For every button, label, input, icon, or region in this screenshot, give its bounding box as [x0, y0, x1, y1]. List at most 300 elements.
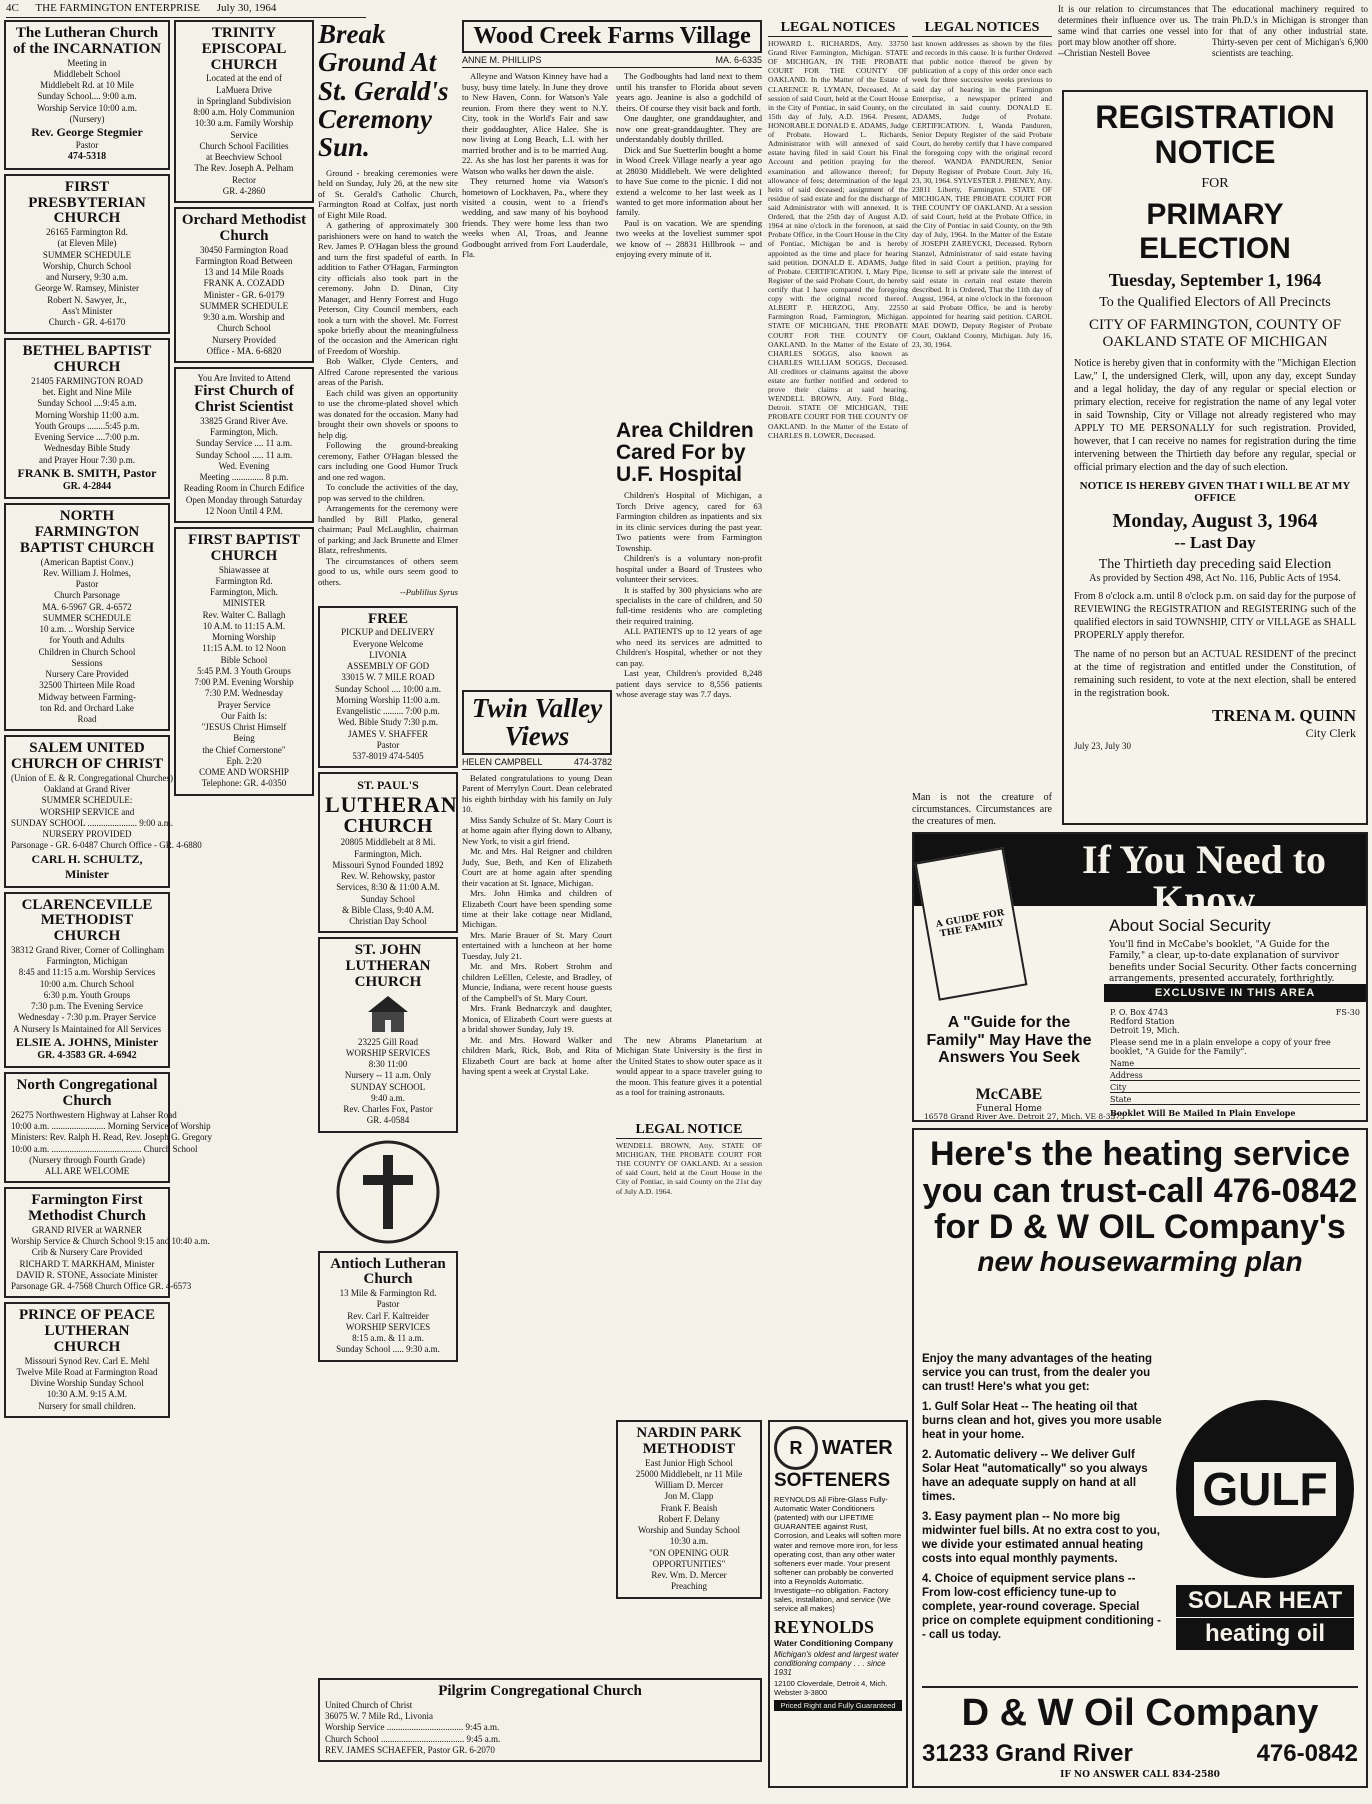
article-paragraph: Dick and Sue Suetterlin bought a home in Wood Creek Village nearly a year ago at 28030 Middlebelt. We were delighted to have Sue come to the picnic. I did not extend a welcome to her last week as I wanted to get more information about her family.: [616, 144, 762, 218]
church-line: Missouri Synod Rev. Carl E. Mehl: [24, 1355, 150, 1366]
church-line: Middlebelt School: [53, 68, 121, 79]
pilgrim-section: [318, 1678, 762, 1788]
church-line: 8:45 and 11:15 a.m. Worship Services: [18, 967, 156, 978]
church-line: Wednesday Bible Study: [43, 443, 131, 454]
church-line: (at Eleven Mile): [57, 238, 117, 249]
heating-headline3: for D & W OIL Company's: [934, 1208, 1346, 1247]
church-line: the Chief Cornerstone": [202, 744, 286, 755]
church-line: and Nursery, 9:30 a.m.: [46, 272, 128, 282]
heating-contact: [922, 1740, 1358, 1768]
article-paragraph: Last year, Children's provided 8,248 patient days service to 8,556 patients whose average stay was 7.7 days.: [616, 668, 762, 700]
reg-hours: From 8 o'clock a.m. until 8 o'clock p.m. on said day for the purpose of REVIEWING the REGISTRATION and REGISTERING such of the qualified electors in said TOWNSHIP, CITY or VILLAGE as SHALL PROPERLY apply therefor.: [1074, 591, 1356, 642]
reg-name-note: The name of no person but an ACTUAL RESIDENT of the precinct at the time of registration and entitled under the Constitution, of remaining such resident, to vote at the next election, shall be entered in the registration book.: [1074, 649, 1356, 700]
church-title: First Church of Christ Scientist: [194, 383, 294, 415]
church-line: Evening Service ....7:00 p.m.: [34, 432, 140, 442]
church-line: Morning Worship 11:00 a.m.: [34, 409, 140, 420]
church-line: SUMMER SCHEDULE: [42, 612, 132, 623]
church-line: Sunday School ..... 11 a.m.: [195, 449, 293, 460]
reg-clerk: TRENA M. QUINN: [1211, 706, 1356, 726]
gulf-text: GULF: [1194, 1462, 1335, 1516]
antioch-title: Antioch Lutheran Church: [330, 1255, 446, 1288]
quote-attribution: --Publilius Syrus: [399, 587, 458, 598]
church-line: in Springland Subdivision: [196, 95, 291, 106]
article-paragraph: The Godboughts had land next to them until his transfer to Florida about seven years ago. Jeanine is also a godchild of theirs. Of course they visit back and forth.: [616, 71, 762, 113]
form-field-address: [1110, 1071, 1360, 1081]
church-listing: [174, 367, 314, 523]
abrams-text: The new Abrams Planetarium at Michigan State University is the first in the United States to show outer space as it would appear to a space traveler going to the moon. This feature gives it a potential as a tool for training astronauts.: [616, 1035, 762, 1098]
water-brand: REYNOLDS: [774, 1617, 875, 1638]
church-line: 38312 Grand River, Corner of Collingham: [11, 944, 165, 955]
church-line: SUNDAY SCHOOL ...................... 9:00 a.m.: [11, 817, 174, 828]
page-number: 4C: [6, 2, 19, 14]
church-line: Shiawassee at: [218, 564, 270, 575]
twinvalley-phone: 474-3782: [573, 756, 612, 767]
heating-noanswer: IF NO ANSWER CALL 834-2580: [1060, 1770, 1220, 1780]
church-line: Service: [230, 129, 258, 140]
detail-line: Nursery -- 11 a.m. Only: [344, 1070, 432, 1081]
abrams-section: [616, 1035, 762, 1115]
woodcreek-byline: [462, 53, 762, 68]
detail-line: Sunday School: [360, 893, 416, 904]
church-line: Ministers: Rev. Ralph H. Read, Rev. Joseph G. Gregory: [11, 1132, 213, 1143]
church-line: RICHARD T. MARKHAM, Minister: [19, 1258, 155, 1269]
church-line: Church Parsonage: [54, 590, 120, 601]
reg-thirtieth: The Thirtieth day preceding said Election: [1098, 557, 1332, 573]
detail-line: & Bible Class, 9:40 A.M.: [342, 904, 434, 915]
stpauls-title2: LUTHERAN: [325, 792, 458, 818]
church-line: Nursery Care Provided: [45, 669, 129, 679]
twinvalley-body: [462, 773, 612, 1077]
article-paragraph: Mrs. John Himka and children of Elizabeth Court have been spending some time at their lake cottage near Midland, Michigan.: [462, 888, 612, 930]
detail-line: ASSEMBLY OF GOD: [346, 661, 430, 672]
water-body: REYNOLDS All Fibre-Glass Fully-Automatic Water Conditioners (patented) with our LIFETIME GUARANTEE against Rust, Corrosion, and Leaks will soften more water and remove more iron, for less operating cost, than any other water softeners ever made. Your present softener can probably be converted into a Reynolds Automatic. Investigate--no obligation. Factory sales, installation, and service (We service all makes): [774, 1495, 902, 1614]
church-line: Open Monday through Saturday: [185, 494, 303, 505]
church-line: 26165 Farmington Rd.: [46, 227, 128, 237]
church-listing: [4, 174, 170, 335]
detail-line: 36075 W. 7 Mile Rd., Livonia: [325, 1711, 433, 1721]
church-line: LaMuera Drive: [216, 84, 272, 95]
detail-line: PICKUP and DELIVERY: [341, 627, 435, 638]
church-line: 11:15 A.M. to 12 Noon: [202, 643, 286, 654]
church-line: Church School Facilities: [199, 140, 289, 151]
reg-dates: July 23, July 30: [1074, 741, 1132, 752]
detail-line: 33015 W. 7 MILE ROAD: [341, 672, 435, 683]
stjohn-ad: [318, 937, 458, 1132]
reg-lastday: -- Last Day: [1174, 533, 1256, 553]
church-line: Wed. Evening: [218, 460, 270, 471]
article-paragraph: Bob Walker, Clyde Centers, and Alfred Carone represented the various areas of the Parish.: [318, 356, 458, 388]
church-pastor: Rev. George Stegmier: [31, 125, 143, 139]
heating-intro: Enjoy the many advantages of the heating service you can trust, from the dealer you can trust! Here's what you get:: [922, 1353, 1153, 1394]
church-line: Parsonage - GR. 6-0487 Church Office - GR. 4-6880: [11, 840, 202, 851]
church-line: Worship Service & Church School 9:15 and 10:40 a.m.: [11, 1236, 210, 1246]
article-paragraph: Mr. and Mrs. Hal Reigner and children Judy, Sue, Beth, and Ken of Elizabeth Court are at home again after spending their vacation at St. Ignace, Michigan.: [462, 846, 612, 888]
article-paragraph: Children's is a voluntary non-profit hospital under a Board of Trustees who volunteer their services.: [616, 553, 762, 585]
church-line: WORSHIP SERVICE and: [39, 806, 135, 817]
article-paragraph: One daughter, one granddaughter, and now one great-granddaughter. They are understandably doubly thrilled.: [616, 113, 762, 145]
church-pre: You Are Invited to Attend: [197, 373, 291, 383]
antioch-ad: [318, 1251, 458, 1362]
detail-line: OPPORTUNITIES": [652, 1558, 726, 1569]
form-field-label: Address: [1110, 1071, 1143, 1080]
social-exclusive: EXCLUSIVE IN THIS AREA: [1104, 984, 1366, 1002]
church-details: [11, 1356, 163, 1412]
church-line: Meeting .............. 8 p.m.: [199, 472, 289, 482]
church-line: Worship Service 10:00 a.m.: [36, 102, 137, 113]
form-field-state: [1110, 1095, 1360, 1105]
water-foot: Priced Right and Fully Guaranteed: [774, 1700, 902, 1711]
church-line: Midway between Farming-: [38, 691, 136, 702]
church-line: GR. 4-2860: [222, 185, 266, 196]
gulf-oil: heating oil: [1176, 1618, 1354, 1650]
area-children-section: [616, 420, 762, 1030]
church-line: 30450 Farmington Road: [200, 244, 288, 255]
church-directory-col2: [174, 20, 314, 1020]
area-children-headline: Area Children Cared For by U.F. Hospital: [616, 419, 754, 487]
free-pickup-ad: [318, 606, 458, 769]
detail-line: 20805 Middlebelt at 8 Mi.: [340, 837, 436, 848]
social-desc: You'll find in McCabe's booklet, "A Guide for the Family," a clear, up-to-date explanation of survivor benefits under Social Security. Other facts concerning arrangements, presented accurately, forthrightly.: [1109, 940, 1357, 984]
woodcreek-section: [462, 20, 762, 450]
church-line: (Nursery): [69, 113, 105, 124]
church-line: DAVID R. STONE, Associate Minister: [16, 1269, 158, 1280]
church-phone: GR. 4-3583 GR. 4-6942: [37, 1049, 137, 1061]
article-paragraph: The circumstances of others seem good to us, while ours seem good to others.: [318, 555, 458, 587]
area-children-body: [616, 490, 762, 700]
twinvalley-author: HELEN CAMPBELL: [462, 756, 543, 767]
article-paragraph: Each child was given an opportunity to use the chrome-plated shovel which was donated for the occasion. Many had brought their own shovels or spoons to help dig.: [318, 387, 458, 440]
church-line: Being: [233, 733, 255, 744]
legal-notice-small: [616, 1122, 762, 1412]
church-pastor: ELSIE A. JOHNS, Minister: [15, 1034, 159, 1049]
church-line: Twelve Mile Road at Farmington Road: [16, 1366, 158, 1377]
water-tag: Michigan's oldest and largest water conditioning company . . . since 1931: [774, 1650, 899, 1678]
church-line: Reading Room in Church Edifice: [183, 483, 305, 494]
detail-line: P. O. Box 4743: [1110, 1008, 1169, 1017]
educational-text: The educational machinery required to train Ph.D.'s in Michigan is stronger than for that of any other industrial state. Thirty-seven per cent of Michigan's 6,900 scientists are teaching.: [1212, 4, 1368, 58]
church-line: Sunday School.... 9:00 a.m.: [37, 91, 137, 102]
reg-provided: As provided by Section 498, Act No. 116, Public Acts of 1954.: [1089, 573, 1341, 585]
stgerald-column: [318, 20, 458, 1800]
church-line: 10:30 A.M. 9:15 A.M.: [46, 1389, 128, 1400]
church-phone: 474-5318: [67, 151, 107, 163]
gulf-logo-icon: [1176, 1400, 1354, 1578]
church-line: 33825 Grand River Ave.: [200, 415, 288, 426]
church-line: Located at the end of: [206, 73, 282, 84]
detail-line: 25000 Middlebelt, nr 11 Mile: [635, 1468, 743, 1479]
water-brand-sub: Water Conditioning Company: [774, 1638, 894, 1649]
church-details: [11, 1224, 210, 1293]
twinvalley-byline: [462, 755, 612, 770]
masthead: [6, 2, 366, 18]
water-title2: SOFTENERS: [774, 1470, 891, 1491]
form-field-name: [1110, 1059, 1360, 1069]
church-line: Eph. 2:20: [226, 755, 262, 766]
church-line: 7:30 p.m. The Evening Service: [31, 1001, 143, 1011]
church-line: Office - MA. 6-6820: [206, 345, 282, 356]
church-line: Our Faith Is:: [221, 710, 267, 721]
church-details: [181, 245, 307, 358]
woodcreek-body: [462, 71, 762, 451]
article-paragraph: A gathering of approximately 300 parishioners were on hand to watch the Rev. James P. O'Hagan bless the ground and turn the first spadeful of earth. In addition to Father O'Hagan, Farmington city officials also took part in the ceremony. John D. Dinan, City Manager, and Henry Forrest and Hugo Peterson, City Council members, each took a turn with the shovel. Mr. Forrest spoke briefly about the meaningfulness of the occasion and the American right of Freedom of Worship.: [318, 220, 458, 356]
church-line: Rev. William J. Holmes,: [43, 567, 131, 578]
detail-line: REV. JAMES SCHAEFER, Pastor GR. 6-2070: [325, 1744, 495, 1755]
article-paragraph: Children's Hospital of Michigan, a Torch Drive agency, cared for 63 Farmington children as inpatients and six in its clinic services during the past year. Two patients were from Farmington Township.: [616, 490, 762, 553]
detail-line: Rev. Charles Fox, Pastor: [343, 1104, 433, 1115]
church-line: Telephone: GR. 4-0350: [201, 778, 287, 789]
social-form-addr: [1110, 1008, 1180, 1035]
detail-line: JAMES V. SHAFFER: [348, 728, 428, 739]
stpauls-title1: ST. PAUL'S: [357, 778, 419, 793]
reg-notice: NOTICE IS HEREBY GIVEN THAT I WILL BE AT MY OFFICE: [1079, 480, 1351, 505]
church-pastor: CARL H. SCHULTZ, Minister: [31, 851, 143, 881]
article-paragraph: It is staffed by 300 physicians who are specialists in the care of children, and 50 full-time residents who are completing their required training.: [616, 584, 762, 626]
detail-line: 23225 Gill Road: [358, 1036, 418, 1047]
water-softener-ad-box: [768, 1420, 908, 1788]
church-line: Parsonage GR. 4-7568 Church Office GR. 4-6573: [11, 1281, 192, 1291]
church-line: Meeting in: [67, 57, 107, 68]
pilgrim-ad: [318, 1678, 762, 1762]
church-line: "JESUS Christ Himself: [201, 722, 287, 732]
detail-line: WORSHIP SERVICES: [345, 1321, 431, 1332]
social-form-code: FS-30: [1335, 1008, 1360, 1017]
church-details: [11, 227, 163, 328]
church-line: 10 a.m. .. Worship Service: [39, 624, 135, 634]
social-security-ad: [912, 832, 1368, 1122]
church-line: Crib & Nursery Care Provided: [31, 1247, 143, 1258]
church-title: FIRST BAPTIST CHURCH: [188, 532, 300, 564]
form-field-label: State: [1110, 1095, 1132, 1104]
church-listing: [4, 338, 170, 499]
detail-line: 8:15 a.m. & 11 a.m.: [352, 1333, 424, 1344]
heating-list: [922, 1352, 1162, 1648]
water-addr: 12100 Cloverdale, Detroit 4, Mich. Webster 3-3800: [774, 1679, 888, 1698]
man-quote: Man is not the creature of circumstances. Circumstances are the creatures of men.: [912, 792, 1052, 828]
twinvalley-section: [462, 690, 612, 1590]
relation-attr: --Christian Nestell Bovee: [1058, 47, 1150, 58]
social-form-foot: Booklet Will Be Mailed In Plain Envelope: [1110, 1108, 1296, 1118]
church-line: bet. Eight and Nine Mile: [42, 387, 132, 397]
social-form-text: Please send me in a plain envelope a copy of your free booklet, "A Guide for the Family".: [1110, 1038, 1331, 1056]
form-field-city: [1110, 1083, 1360, 1093]
water-title1: WATER: [822, 1436, 893, 1459]
church-line: Worship, Church School: [42, 260, 132, 271]
church-line: 7:00 P.M. Evening Worship: [194, 677, 294, 687]
detail-line: Farmington, Mich.: [354, 848, 422, 859]
church-line: GRAND RIVER at WARNER: [31, 1224, 143, 1235]
church-role: Pastor: [75, 140, 99, 150]
detail-line: Sunday School ..... 9:30 a.m.: [336, 1344, 440, 1355]
church-line: MINISTER: [222, 598, 266, 609]
church-line: 8:00 a.m. Holy Communion: [193, 107, 295, 117]
funeral-home-sub: Funeral Home: [976, 1104, 1042, 1114]
church-illustration-icon: [358, 994, 418, 1034]
church-listing: [4, 1302, 170, 1418]
heating-phone: 476-0842: [1256, 1740, 1358, 1767]
church-line: COME AND WORSHIP: [199, 767, 289, 777]
detail-line: 9:40 a.m.: [371, 1092, 405, 1103]
church-line: Church School: [217, 323, 271, 334]
stpauls-title3: CHURCH: [343, 815, 433, 838]
church-line: Road: [77, 714, 97, 724]
reg-to: To the Qualified Electors of All Precincts: [1099, 295, 1331, 311]
article-paragraph: Belated congratulations to young Dean Parent of Merrylyn Court. Dean celebrated his eighth birthday with his family on July 10.: [462, 772, 612, 815]
detail-line: "ON OPENING OUR: [649, 1547, 729, 1558]
heating-item: 2. Automatic delivery -- We deliver Gulf Solar Heat "automatically" so you always have an adequate supply on hand at all times.: [922, 1449, 1148, 1504]
church-line: 9:30 a.m. Worship and: [203, 312, 285, 322]
church-listing: [4, 503, 170, 731]
article-paragraph: Mrs. Marie Brauer of St. Mary Court entertained with a luncheon at her home Tuesday, July 21.: [462, 929, 612, 961]
church-line: MA. 6-5967 GR. 4-6572: [42, 601, 132, 612]
reg-date: Tuesday, September 1, 1964: [1108, 270, 1322, 291]
church-details: [11, 58, 163, 126]
church-title: Farmington First Methodist Church: [28, 1192, 146, 1224]
detail-line: Rev. W. Rehowsky, pastor: [340, 871, 436, 882]
church-line: (Union of E. & R. Congregational Churches): [11, 772, 173, 783]
church-listing: [4, 735, 202, 887]
church-line: Farmington Rd.: [215, 575, 273, 586]
church-details: [11, 945, 163, 1035]
church-line: Robert N. Sawyer, Jr.,: [47, 294, 127, 305]
detail-line: Robert F. Delany: [658, 1513, 720, 1524]
church-details: [11, 557, 163, 726]
detail-line: Christian Day School: [349, 916, 427, 927]
church-line: 10:00 a.m. ........................ Morning Service of Worship: [11, 1121, 211, 1131]
detail-line: 537-8019 474-5405: [352, 751, 424, 762]
church-line: 13 and 14 Mile Roads: [204, 267, 284, 277]
detail-line: Church School ..................................... 9:45 a.m.: [325, 1733, 501, 1744]
detail-line: Morning Worship 11:00 a.m.: [335, 694, 441, 705]
church-line: SUMMER SCHEDULE:: [41, 795, 133, 806]
church-line: Divine Worship Sunday School: [30, 1378, 144, 1388]
church-line: SUMMER SCHEDULE: [199, 300, 289, 311]
article-paragraph: Alleyne and Watson Kinney have had a busy, busy time lately. In June they drove to New Haven, Conn. for Watson's Yale reunion. From there they went to N.Y. City, took in the World's Fair and saw their goddaughter, Alice Halee. She is now living at Long Beach, L.I. with her married brother and is to be married Aug. 22. As she has lost her parents it was for Watson who walks her down the aisle.: [462, 71, 608, 176]
church-title: NORTH FARMINGTON BAPTIST CHURCH: [19, 508, 155, 556]
article-paragraph: ALL PATIENTS up to 12 years of age who need its services are admitted to Children's Hospital, whether or not they can pay.: [616, 626, 762, 668]
church-title: TRINITY EPISCOPAL CHURCH: [201, 25, 287, 73]
heating-headline2: you can trust-call 476-0842: [922, 1171, 1358, 1210]
detail-line: Frank F. Beaish: [660, 1502, 718, 1513]
church-line: and Prayer Hour 7:30 p.m.: [39, 454, 135, 465]
church-listing: [174, 207, 314, 363]
church-directory-col1: [4, 20, 213, 1800]
church-details: [181, 73, 307, 197]
free-title: FREE: [367, 610, 408, 627]
church-title: FIRST PRESBYTERIAN CHURCH: [28, 178, 146, 227]
church-listing: [4, 1187, 210, 1298]
woodcreek-author: ANNE M. PHILLIPS: [462, 55, 542, 66]
church-listing: [174, 20, 314, 203]
educational-note: [1212, 4, 1368, 84]
church-line: 32500 Thirteen Mile Road: [39, 680, 135, 691]
church-line: Oakland at Grand River: [43, 784, 131, 794]
church-title: The Lutheran Church of the INCARNATION: [12, 25, 162, 57]
detail-line: 10:30 a.m.: [669, 1536, 709, 1547]
church-line: Middlebelt Rd. at 10 Mile: [40, 80, 134, 90]
church-line: Children in Church School: [38, 646, 136, 657]
church-title: BETHEL BAPTIST CHURCH: [22, 343, 152, 375]
heating-item: 1. Gulf Solar Heat -- The heating oil that burns clean and hot, gives you more usable heat in your home.: [922, 1401, 1162, 1442]
detail-line: Redford Station: [1110, 1017, 1175, 1026]
detail-line: SUNDAY SCHOOL: [350, 1081, 426, 1092]
reg-lastday-date: Monday, August 3, 1964: [1112, 510, 1318, 533]
registration-notice: [1062, 90, 1368, 825]
detail-line: United Church of Christ: [325, 1699, 413, 1710]
heating-oil-ad: [912, 1128, 1368, 1788]
reg-title1: REGISTRATION: [1095, 99, 1335, 135]
church-line: Nursery for small children.: [38, 1400, 136, 1411]
church-line: Pastor: [75, 579, 99, 589]
church-line: Farmington Road Between: [195, 255, 293, 266]
form-field-label: City: [1110, 1083, 1127, 1092]
detail-line: LIVONIA: [369, 649, 407, 660]
heating-plan: new housewarming plan: [977, 1246, 1303, 1278]
detail-line: Worship Service .................................. 9:45 a.m.: [325, 1722, 500, 1733]
church-line: at Beechview School: [206, 152, 282, 162]
detail-line: Pastor: [376, 739, 400, 750]
funeral-home-name: McCABE: [975, 1086, 1043, 1103]
heating-company: D & W Oil Company: [922, 1686, 1358, 1735]
legal-notices-heading-b: LEGAL NOTICES: [912, 20, 1052, 37]
issue-date: July 30, 1964: [216, 2, 277, 14]
church-title: Orchard Methodist Church: [181, 212, 307, 244]
legal-notice-heading: LEGAL NOTICE: [616, 1122, 762, 1139]
social-guide: A "Guide for the Family" May Have the Answers You Seek: [926, 1014, 1092, 1067]
church-line: Sunday School ....9:45 a.m.: [37, 398, 137, 409]
church-title: SALEM UNITED CHURCH OF CHRIST: [11, 740, 163, 772]
church-line: Church - GR. 4-6170: [48, 317, 126, 327]
church-details: [11, 772, 202, 852]
social-about: About Social Security: [1109, 916, 1271, 935]
church-line: Farmington, Mich.: [210, 427, 278, 437]
detail-line: Services, 8:30 & 11:00 A.M.: [336, 882, 440, 893]
legal-notice-text: WENDELL BROWN, Atty. STATE OF MICHIGAN, THE PROBATE COURT FOR THE COUNTY OF OAKLAND. At a session of said Court, held at the Court House in the City of Pontiac, in said County on the 21st day of July A.D. 1964.: [616, 1141, 762, 1196]
guide-booklet-icon: A GUIDE FOR THE FAMILY: [915, 847, 1028, 1001]
detail-line: East Junior High School: [645, 1457, 733, 1468]
church-line: ALL ARE WELCOME: [44, 1166, 130, 1176]
church-line: 10 A.M. to 11:15 A.M.: [202, 620, 286, 631]
detail-line: 13 Mile & Farmington Rd.: [339, 1288, 437, 1299]
church-listing: [4, 1072, 213, 1183]
church-line: Ass't Minister: [61, 305, 113, 316]
twinvalley-headline: Twin Valley Views: [462, 690, 612, 755]
heating-headline1: Here's the heating service: [929, 1135, 1351, 1173]
church-line: Minister - GR. 6-0179: [203, 289, 285, 300]
church-line: 6:30 p.m. Youth Groups: [43, 989, 131, 1000]
paper-name: THE FARMINGTON ENTERPRISE: [35, 2, 201, 14]
church-details: [181, 565, 307, 790]
church-line: 21405 FARMINGTON ROAD: [31, 375, 143, 386]
church-phone: GR. 4-2844: [62, 480, 112, 492]
church-title: North Congregational Church: [16, 1077, 158, 1109]
church-line: 26275 Northwestern Highway at Lahser Road: [11, 1109, 177, 1120]
article-paragraph: They returned home via Watson's hometown of Lockhaven, Pa., where they visited a cousin, went to a friend's wedding, and saw many of his boyhood friends. They were home less than two weeks when Al, Troas, and Jeanne Godbought arrived from Fort Lauderdale, Fla.: [462, 176, 608, 260]
woodcreek-phone: MA. 6-6335: [715, 55, 762, 66]
detail-line: Preaching: [671, 1581, 707, 1592]
church-line: 12 Noon Until 4 P.M.: [205, 505, 283, 516]
church-line: 10:00 a.m. ........................................ Church School: [11, 1143, 198, 1154]
church-line: ton Rd. and Orchard Lake: [40, 702, 134, 713]
reynolds-seal-icon: R: [774, 1426, 818, 1470]
church-line: The Rev. Joseph A. Pelham: [194, 163, 294, 174]
lutheran-cross-emblem-icon: [333, 1137, 443, 1247]
pilgrim-title: Pilgrim Congregational Church: [438, 1683, 642, 1699]
detail-line: Jon M. Clapp: [664, 1491, 714, 1502]
reg-title2: NOTICE: [1154, 134, 1276, 171]
church-line: 10:00 a.m. Church School: [39, 978, 135, 989]
detail-line: Rev. Carl F. Kaltreider: [347, 1310, 429, 1321]
legal-text-a: HOWARD L. RICHARDS, Atty. 33750 Grand River Farmington, Michigan. STATE OF MICHIGAN, IN THE PROBATE COURT FOR THE COUNTY OF OAKLAND. In the Matter of the Estate of CLARENCE R. LYMAN, Deceased. At a session of said Court, held at the Court House in the City of Pontiac, in said County, on the 15th day of July, A.D. 1964. Present, HONORABLE DONALD E. ADAMS, Judge of Probate. Howard L. Richards, Administrator with will annexed of said estate having filed in said Court his Final Account and petition praying for the examination and allowance thereof; for allowance of fees; determination of the legal heirs of said deceased; assignment of the residue of said estate and for the discharge of said Administrator with will annexed. It is Ordered, that the 25th day of August A.D. 1964 at nine o'clock in the forenoon, at said Probate Office, in the Court House in the City of Pontiac, Michigan be and is hereby appointed as the time and place for hearing said petition. DONALD E. ADAMS, Judge of Probate. CERTIFICATION. I, Mary Pipe, Register of the said Probate Court, do hereby certify that I have compared the foregoing copy with the original record thereof. ALBERT P. HERZOG, Atty. 22550 Farmington Road, Farmington, Michigan. STATE OF MICHIGAN, THE PROBATE COURT FOR THE COUNTY OF OAKLAND. In the Matter of the Estate of CHARLES SOGGS, also known as CHARLES WILLIAM SOGGS, Deceased. All creditors or claimants against the above estate are further notified and ordered to prove their claims at said hearing. WENDELL BROWN, Atty. Ford Bldg., Detroit. STATE OF MICHIGAN, THE PROBATE COURT FOR THE COUNTY OF OAKLAND. In the Matter of the Estate of CHARLES B. LOWER, Deceased.: [768, 39, 908, 440]
